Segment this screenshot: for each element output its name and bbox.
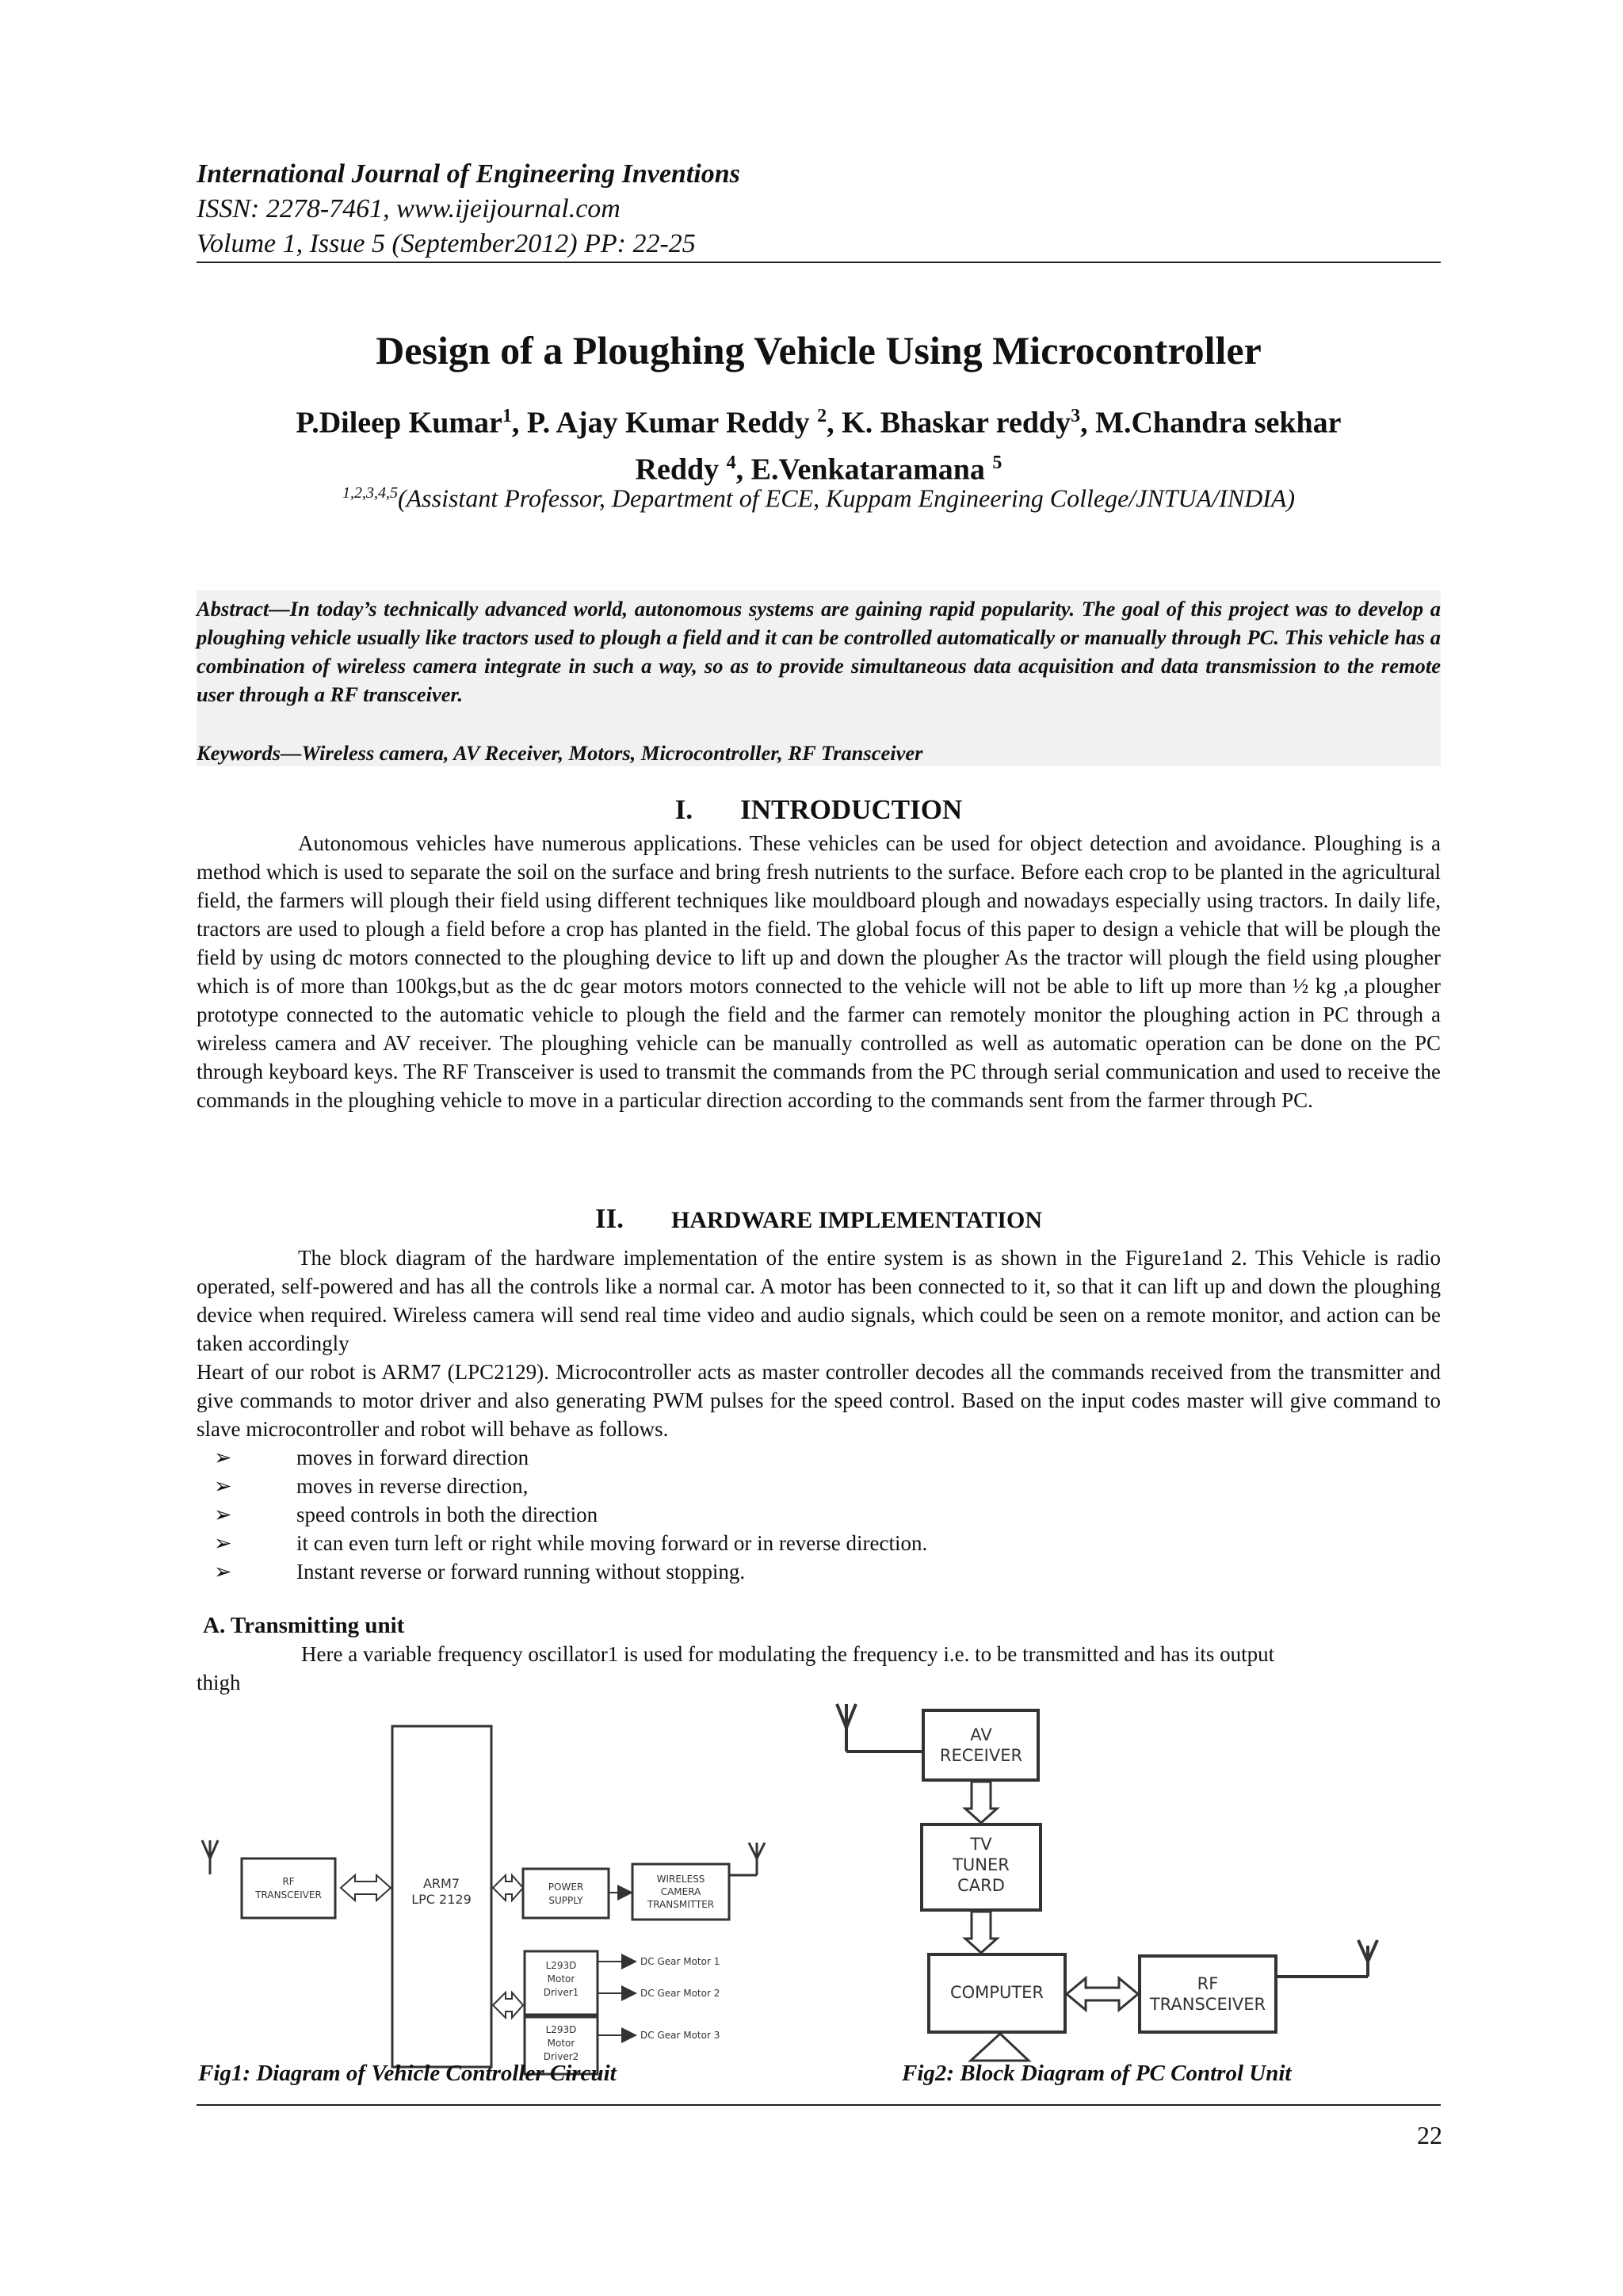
behavior-list — [214, 1443, 1403, 1586]
subsection-a-line-2: thigh — [197, 1671, 241, 1694]
motor-driver-1-block — [525, 1951, 598, 2015]
arm7-block — [392, 1726, 491, 2067]
driver-2-label-1: L293D — [545, 2024, 577, 2035]
affiliation — [197, 476, 1441, 516]
bullet-arrow-icon: ➢ — [214, 1503, 232, 1526]
computer-label: COMPUTER — [949, 1983, 1044, 2002]
motor-labels — [640, 1956, 720, 2041]
antenna-icon — [1276, 1940, 1377, 1977]
section-2-paragraph-2: Heart of our robot is ARM7 (LPC2129). Microcontroller acts as master controller decodes all the commands received from the transmitter and give commands to motor driver and also generating PWM pulses for the speed control. Based on the input codes master will give command to slave microcontroller and robot will behave as follows. — [197, 1360, 1441, 1441]
tv-label-1: TV — [970, 1835, 992, 1854]
paper-title: Design of a Ploughing Vehicle Using Microcontroller — [376, 328, 1262, 372]
subsection-a-line-1: Here a variable frequency oscillator1 is used for modulating the frequency i.e. to be transmitted and has its output — [301, 1642, 1275, 1666]
page-number: 22 — [1417, 2121, 1442, 2149]
list-item-text: Instant reverse or forward running without stopping. — [296, 1560, 746, 1584]
av-label-2: RECEIVER — [939, 1746, 1023, 1765]
journal-volume: Volume 1, Issue 5 (September2012) PP: 22-25 — [197, 229, 696, 258]
down-arrow-icon — [965, 1912, 997, 1953]
list-item — [214, 1557, 1403, 1586]
section-2-number: II. — [594, 1203, 624, 1234]
section-1-heading — [197, 793, 1441, 827]
double-arrow-icon — [493, 1875, 523, 1901]
antenna-icon — [837, 1704, 923, 1752]
figure-1-caption-text: : Diagram of Vehicle Controller Circuit — [242, 2061, 617, 2086]
footer-rule — [197, 2104, 1441, 2106]
list-item-text: moves in forward direction — [296, 1446, 529, 1469]
driver-1-label-1: L293D — [545, 1960, 577, 1971]
rf-label-2: TRANSCEIVER — [255, 1889, 322, 1901]
down-arrow-icon — [965, 1782, 997, 1823]
subsection-a-body — [197, 1640, 1441, 1697]
author-5: , E.Venkataramana — [735, 453, 993, 487]
av-label-1: AV — [970, 1725, 992, 1744]
power-label-2: SUPPLY — [548, 1895, 583, 1906]
arm-label-2: LPC 2129 — [411, 1892, 472, 1907]
figure-1-labels — [254, 1874, 714, 2062]
driver-2-label-2: Motor — [547, 2038, 575, 2049]
camera-label-1: WIRELESS — [656, 1874, 705, 1885]
tv-label-3: CARD — [957, 1876, 1005, 1895]
driver-2-label-3: Driver2 — [543, 2051, 579, 2062]
double-arrow-icon — [341, 1875, 391, 1901]
camera-label-2: CAMERA — [660, 1886, 701, 1897]
list-item — [214, 1472, 1403, 1500]
header-rule — [197, 262, 1441, 263]
figure-1-caption-prefix: Fig1 — [198, 2061, 243, 2086]
journal-issn: ISSN: 2278-7461, www.ijeijournal.com — [197, 194, 621, 223]
author-1: P.Dileep Kumar — [296, 406, 502, 440]
driver-1-label-3: Driver1 — [543, 1987, 579, 1998]
list-item — [214, 1529, 1403, 1557]
list-item-text: moves in reverse direction, — [296, 1474, 529, 1498]
author-2: , P. Ajay Kumar Reddy — [511, 406, 818, 440]
journal-name: International Journal of Engineering Inventions — [197, 159, 740, 189]
pc-rf-label-1: RF — [1197, 1974, 1219, 1993]
author-4-sup: 4 — [726, 452, 736, 473]
list-item — [214, 1500, 1403, 1529]
figure-1-caption — [198, 2059, 617, 2088]
section-1-title: INTRODUCTION — [740, 794, 963, 825]
author-5-sup: 5 — [992, 452, 1002, 473]
section-1-body: Autonomous vehicles have numerous applications. These vehicles can be used for object detection and avoidance. Ploughing is a method which is used to separate the soil on the surface and bring fresh nutrients to the surface. Before each crop to be planted in the agricultural field, the farmers will plough their field using different techniques like mouldboard plough and nowadays especially using tractors. In daily life, tractors are used to plough a field before a crop has planted in the field. The global focus of this paper to design a vehicle that will be plough the field by using dc motors connected to the ploughing device to lift up and down the plougher As the tractor will plough the field using plougher which is of more than 100kgs,but as the dc gear motors motors connected to the vehicle will not be able to lift up more than ½ kg ,a plougher prototype connected to the automatic vehicle to plough the field and the farmer can remotely monitor the ploughing action in PC through a wireless camera and AV receiver. The ploughing vehicle can be manually controlled as well as automatic operation can be done on the PC through keyboard keys. The RF Transceiver is used to transmit the commands from the PC through serial communication and used to receive the commands in the ploughing vehicle to move in a particular direction according to the commands sent from the farmer through PC. — [197, 831, 1441, 1112]
pc-rf-label-2: TRANSCEIVER — [1149, 1995, 1266, 2014]
author-3: , K. Bhaskar reddy — [827, 406, 1071, 440]
antenna-icon — [729, 1843, 765, 1875]
author-2-sup: 2 — [817, 406, 827, 426]
subsection-a-heading: A. Transmitting unit — [203, 1613, 405, 1638]
double-arrow-icon — [493, 1992, 523, 2018]
bullet-arrow-icon: ➢ — [214, 1474, 232, 1498]
abstract: Abstract—In today’s technically advanced world, autonomous systems are gaining rapid popularity. The goal of this project was to develop a ploughing vehicle usually like tractors used to plough a field and it can be controlled automatically or manually through PC. This vehicle has a combination of wireless camera integrate in such a way, so as to provide simultaneous data acquisition and data transmission to the remote user through a RF transceiver. — [197, 597, 1441, 706]
bullet-arrow-icon: ➢ — [214, 1560, 232, 1584]
list-item-text: speed controls in both the direction — [296, 1503, 598, 1526]
figure-2-labels — [940, 1725, 1266, 2014]
list-item-text: it can even turn left or right while moving forward or in reverse direction. — [296, 1531, 928, 1555]
figure-2-diagram — [837, 1704, 1377, 2061]
motor-2-label: DC Gear Motor 2 — [640, 1988, 720, 1999]
pc-rf-transceiver-block — [1140, 1956, 1276, 2032]
rf-transceiver-block — [242, 1859, 335, 1918]
computer-stand-icon — [971, 2034, 1029, 2061]
affiliation-sup: 1,2,3,4,5 — [342, 484, 398, 502]
author-3-sup: 3 — [1071, 406, 1081, 426]
computer-block — [929, 1954, 1065, 2032]
tv-label-2: TUNER — [953, 1855, 1010, 1874]
section-2-title: HARDWARE IMPLEMENTATION — [670, 1207, 1043, 1233]
keywords: Keywords—Wireless camera, AV Receiver, Motors, Microcontroller, RF Transceiver — [197, 741, 923, 765]
power-supply-block — [523, 1869, 609, 1918]
driver-1-label-2: Motor — [547, 1973, 575, 1985]
rf-label-1: RF — [282, 1876, 295, 1887]
bullet-arrow-icon: ➢ — [214, 1531, 232, 1555]
section-2-body — [197, 1244, 1441, 1443]
motor-3-label: DC Gear Motor 3 — [640, 2030, 720, 2041]
section-2-heading — [197, 1203, 1441, 1236]
tv-tuner-block — [922, 1824, 1041, 1910]
camera-label-3: TRANSMITTER — [647, 1899, 715, 1910]
journal-header — [197, 157, 1449, 262]
double-arrow-icon — [1067, 1978, 1138, 2010]
motor-1-label: DC Gear Motor 1 — [640, 1956, 720, 1967]
affiliation-text: (Assistant Professor, Department of ECE, Kuppam Engineering College/JNTUA/INDIA) — [397, 483, 1296, 513]
arm-label-1: ARM7 — [422, 1876, 460, 1891]
author-4-cont: Reddy — [635, 453, 727, 487]
author-4: , M.Chandra sekhar — [1080, 406, 1342, 440]
section-2-paragraph-1: The block diagram of the hardware implementation of the entire system is as shown in the Figure1and 2. This Vehicle is radio operated, self-powered and has all the controls like a normal car. A motor has been connected to it, so that it can lift up and down the ploughing device when required. Wireless camera will send real time video and audio signals, which could be seen on a remote monitor, and action can be taken accordingly — [197, 1246, 1441, 1355]
list-item — [214, 1443, 1403, 1472]
section-1-number: I. — [674, 794, 693, 825]
bullet-arrow-icon: ➢ — [214, 1446, 232, 1469]
power-label-1: POWER — [548, 1881, 584, 1893]
author-1-sup: 1 — [502, 406, 512, 426]
wireless-camera-block — [632, 1864, 729, 1920]
av-receiver-block — [923, 1710, 1038, 1780]
figure-1-diagram — [202, 1726, 765, 2074]
antenna-icon — [202, 1840, 218, 1874]
figure-2-caption: Fig2: Block Diagram of PC Control Unit — [902, 2061, 1292, 2086]
